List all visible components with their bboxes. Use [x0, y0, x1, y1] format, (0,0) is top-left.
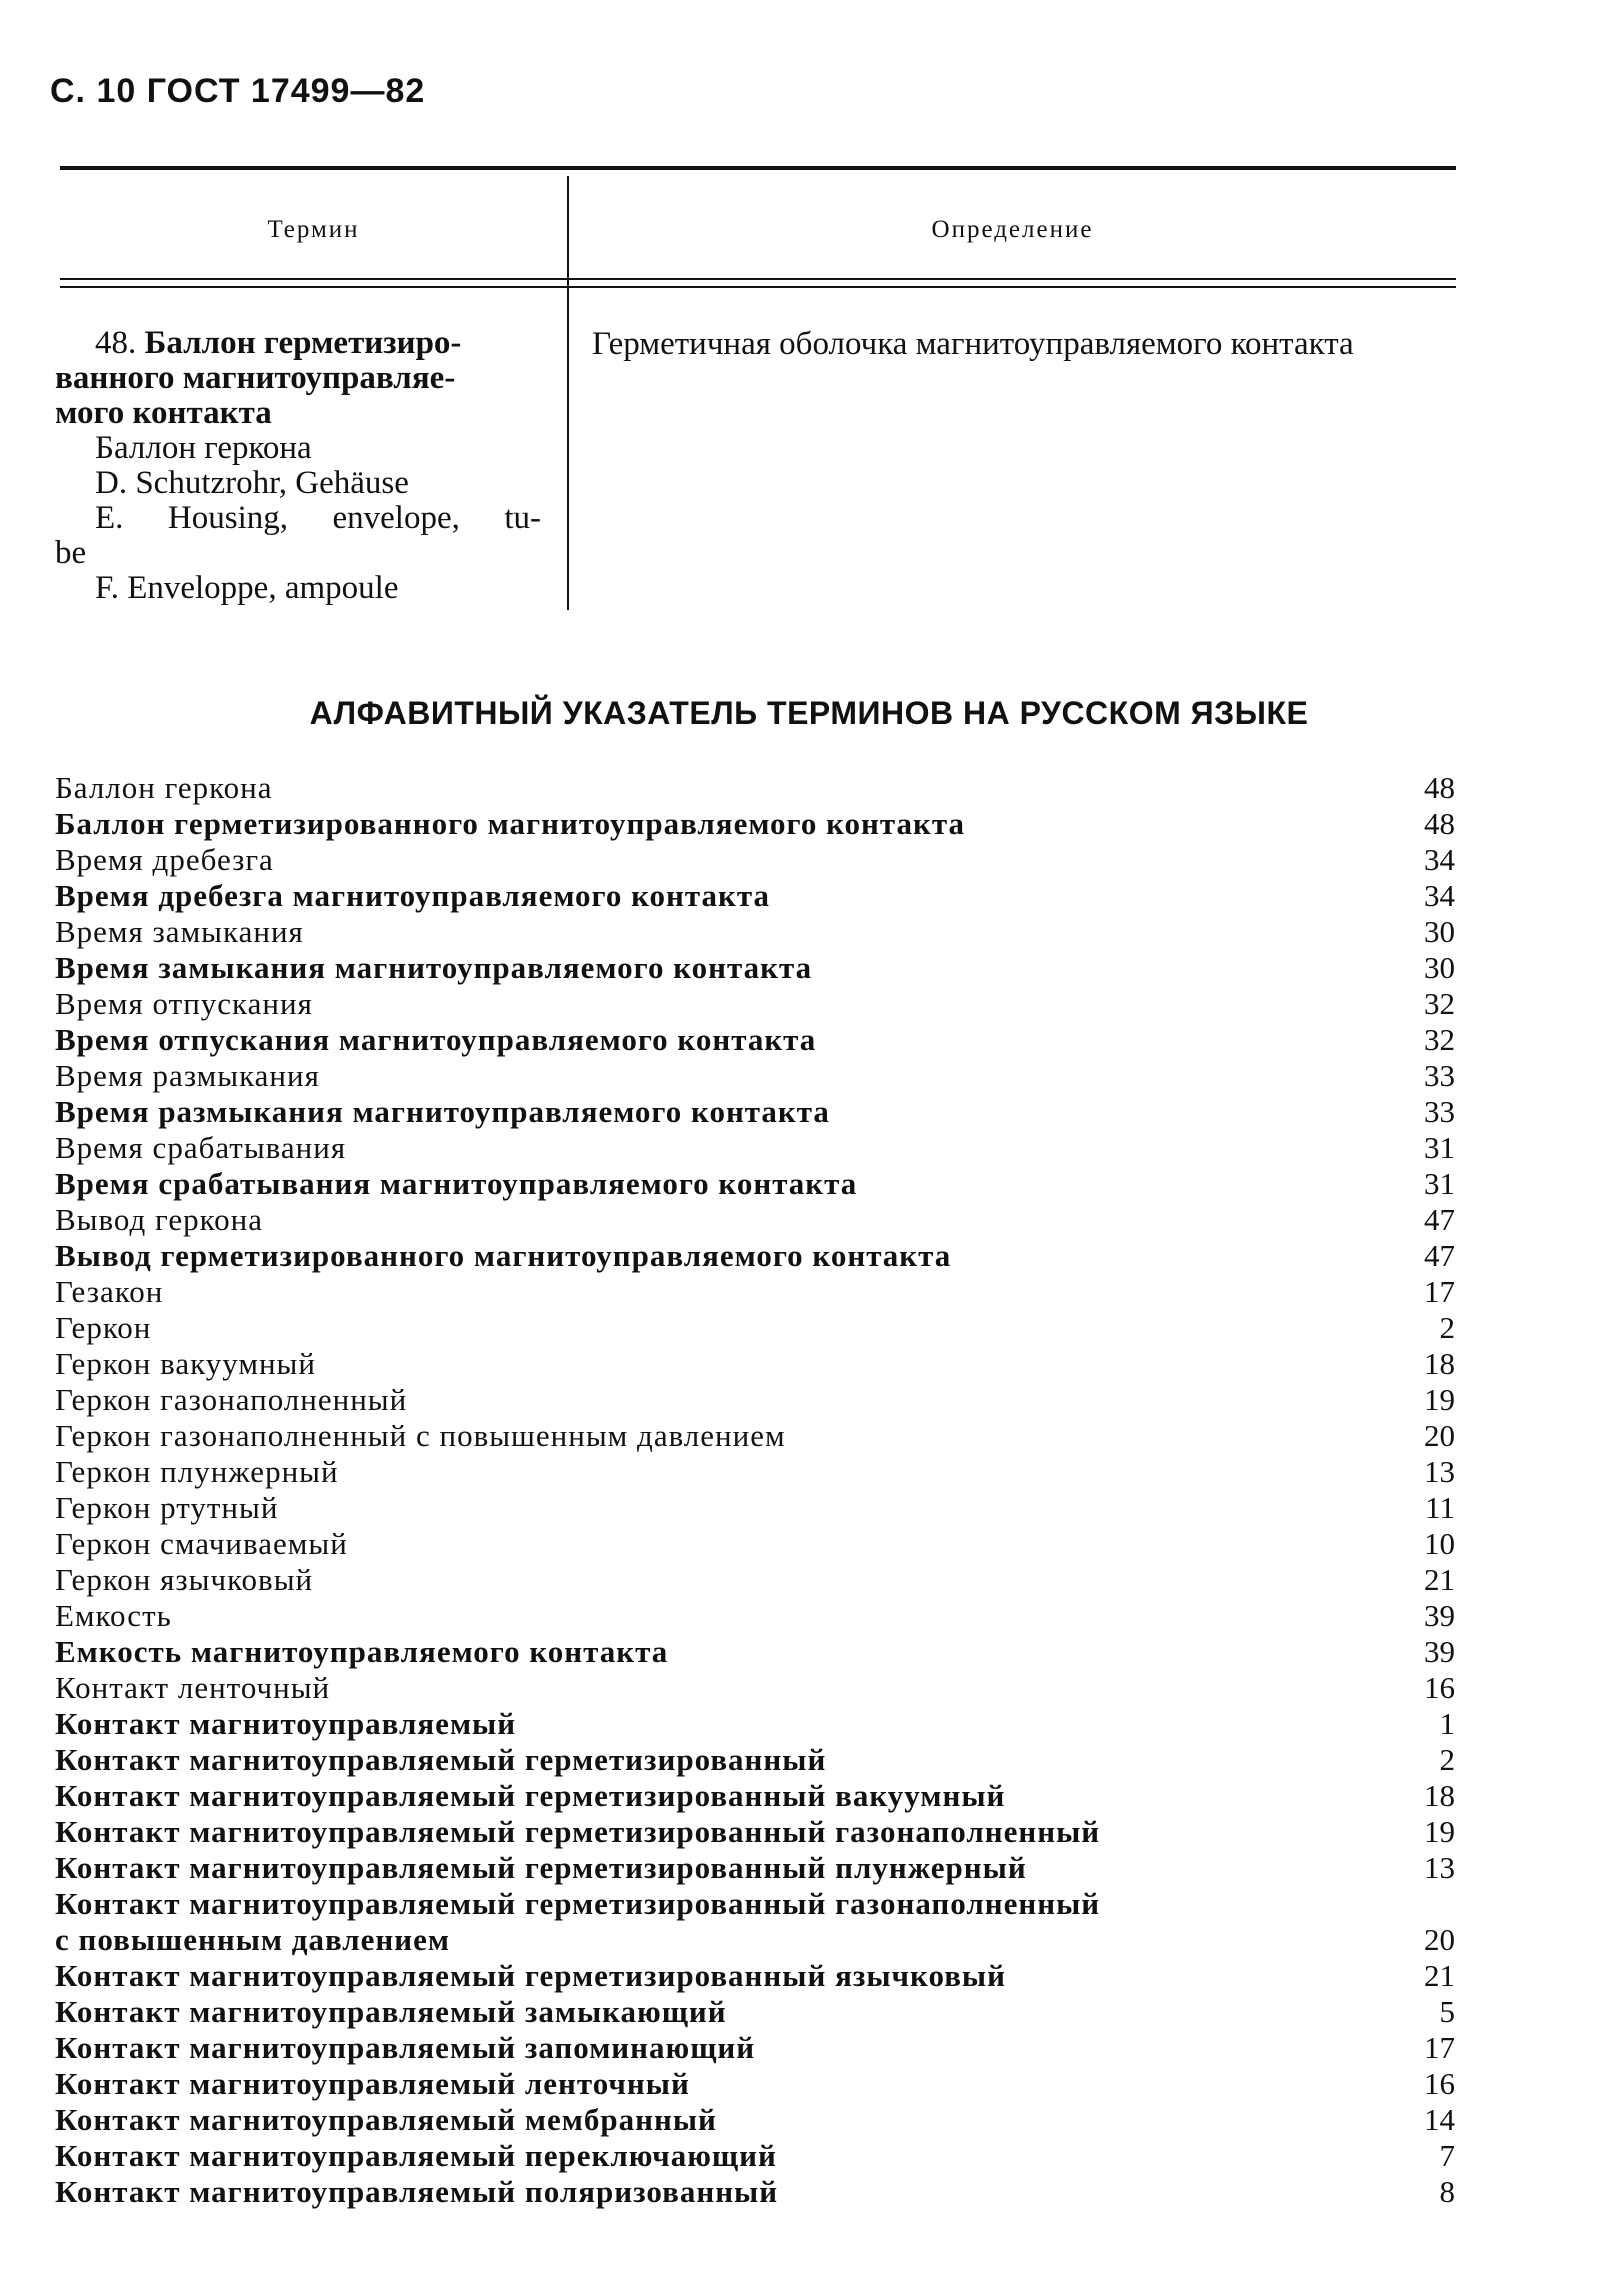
- index-page-number: 7: [1439, 2138, 1455, 2173]
- index-page-number: 17: [1424, 1274, 1455, 1309]
- index-term: Контакт магнитоуправляемый герметизированный газонаполненный с повышенным давлением: [55, 1886, 1101, 1957]
- index-term: Контакт магнитоуправляемый герметизированный вакуумный: [55, 1778, 1006, 1813]
- index-term: Время замыкания: [55, 914, 304, 949]
- index-page-number: 20: [1424, 1418, 1455, 1453]
- index-term: Геркон язычковый: [55, 1562, 314, 1597]
- index-entry: [55, 2030, 1455, 2066]
- index-page-number: 32: [1424, 986, 1455, 1021]
- index-term: Емкость: [55, 1598, 172, 1633]
- index-term: Гезакон: [55, 1274, 164, 1309]
- column-header-definition: Определение: [931, 216, 1094, 243]
- index-term: Контакт магнитоуправляемый герметизированный газонаполненный: [55, 1814, 1101, 1849]
- term-title-line-3: мого контакта: [55, 395, 272, 431]
- index-page-number: 14: [1424, 2102, 1455, 2137]
- index-title: АЛФАВИТНЫЙ УКАЗАТЕЛЬ ТЕРМИНОВ НА РУССКОМ ЯЗЫКЕ: [309, 695, 1309, 731]
- index-term: Время размыкания: [55, 1058, 320, 1093]
- index-term: Контакт магнитоуправляемый замыкающий: [55, 1994, 727, 2029]
- header-rule-upper: [60, 278, 1456, 280]
- index-page-number: 30: [1424, 950, 1455, 985]
- index-entry: [55, 1742, 1455, 1778]
- index-entry: [55, 1994, 1455, 2030]
- index-page-number: 21: [1424, 1562, 1455, 1597]
- index-page-number: 5: [1439, 1994, 1455, 2029]
- index-page-number: 48: [1424, 806, 1455, 841]
- index-page-number: 13: [1424, 1454, 1455, 1489]
- index-entry: [55, 1958, 1455, 1994]
- index-page-number: 16: [1424, 1670, 1455, 1705]
- alphabetical-index: [55, 770, 1455, 2210]
- index-page-number: 2: [1439, 1310, 1455, 1345]
- index-term: Вывод геркона: [55, 1202, 263, 1237]
- index-term: Геркон плунжерный: [55, 1454, 339, 1489]
- index-entry: [55, 986, 1455, 1022]
- index-entry: [55, 1238, 1455, 1274]
- index-page-number: 11: [1425, 1490, 1455, 1525]
- index-term: Контакт магнитоуправляемый поляризованный: [55, 2174, 779, 2209]
- index-term: Контакт магнитоуправляемый герметизированный язычковый: [55, 1958, 1007, 1993]
- index-term: Контакт магнитоуправляемый переключающий: [55, 2138, 777, 2173]
- index-entry: [55, 2066, 1455, 2102]
- index-entry: [55, 1706, 1455, 1742]
- index-term: Контакт магнитоуправляемый герметизированный плунжерный: [55, 1850, 1027, 1885]
- term-definition: Герметичная оболочка магнитоуправляемого контакта: [592, 326, 1354, 362]
- index-page-number: 19: [1424, 1814, 1455, 1849]
- index-page-number: 34: [1424, 842, 1455, 877]
- index-entry: [55, 1778, 1455, 1814]
- index-page-number: 47: [1424, 1238, 1455, 1273]
- index-term: Геркон: [55, 1310, 152, 1345]
- index-term: Время дребезга: [55, 842, 274, 877]
- index-entry: [55, 1058, 1455, 1094]
- index-page-number: 31: [1424, 1166, 1455, 1201]
- index-term: Баллон герметизированного магнитоуправляемого контакта: [55, 806, 965, 841]
- index-term: Время срабатывания: [55, 1130, 347, 1165]
- index-term: Геркон вакуумный: [55, 1346, 316, 1381]
- index-page-number: 33: [1424, 1058, 1455, 1093]
- index-entry: [55, 1814, 1455, 1850]
- index-page-number: 48: [1424, 770, 1455, 805]
- index-page-number: 1: [1439, 1706, 1455, 1741]
- term-synonym: Баллон геркона: [95, 430, 312, 466]
- index-term: Емкость магнитоуправляемого контакта: [55, 1634, 669, 1669]
- table-top-rule: [60, 166, 1456, 170]
- index-entry: [55, 1166, 1455, 1202]
- index-term: Контакт магнитоуправляемый герметизированный: [55, 1742, 827, 1777]
- index-entry: [55, 1526, 1455, 1562]
- index-entry: [55, 1454, 1455, 1490]
- index-page-number: 21: [1424, 1958, 1455, 1993]
- index-term: Контакт магнитоуправляемый ленточный: [55, 2066, 690, 2101]
- index-entry: [55, 1562, 1455, 1598]
- index-term: Контакт магнитоуправляемый запоминающий: [55, 2030, 756, 2065]
- index-page-number: 31: [1424, 1130, 1455, 1165]
- index-entry: [55, 1418, 1455, 1454]
- term-french: F. Enveloppe, ampoule: [95, 570, 399, 606]
- index-entry: [55, 1490, 1455, 1526]
- index-page-number: 47: [1424, 1202, 1455, 1237]
- term-english-line-1: E. Housing, envelope, tu-: [95, 500, 541, 536]
- index-term: Геркон ртутный: [55, 1490, 279, 1525]
- index-entry: [55, 1130, 1455, 1166]
- term-english-line-2: be: [55, 535, 87, 571]
- index-page-number: 16: [1424, 2066, 1455, 2101]
- index-entry: [55, 770, 1455, 806]
- index-page-number: 17: [1424, 2030, 1455, 2065]
- term-title-line-2: ванного магнитоуправляе-: [55, 360, 456, 396]
- index-term: Время отпускания магнитоуправляемого контакта: [55, 1022, 817, 1057]
- index-page-number: 34: [1424, 878, 1455, 913]
- index-entry: [55, 2102, 1455, 2138]
- index-page-number: 13: [1424, 1850, 1455, 1885]
- index-term: Время размыкания магнитоуправляемого контакта: [55, 1094, 830, 1129]
- term-number: 48.: [95, 325, 137, 361]
- index-entry: [55, 1382, 1455, 1418]
- index-page-number: 18: [1424, 1778, 1455, 1813]
- header-rule-lower: [60, 286, 1456, 288]
- index-entry: [55, 1886, 1455, 1958]
- index-term: Время отпускания: [55, 986, 313, 1021]
- index-page-number: 8: [1439, 2174, 1455, 2209]
- index-entry: [55, 1634, 1455, 1670]
- index-term: Время срабатывания магнитоуправляемого контакта: [55, 1166, 858, 1201]
- index-term: Время замыкания магнитоуправляемого контакта: [55, 950, 813, 985]
- index-page-number: 18: [1424, 1346, 1455, 1381]
- index-entry: [55, 1274, 1455, 1310]
- index-entry: [55, 914, 1455, 950]
- index-term: Геркон смачиваемый: [55, 1526, 348, 1561]
- index-entry: [55, 1598, 1455, 1634]
- index-page-number: 2: [1439, 1742, 1455, 1777]
- index-page-number: 32: [1424, 1022, 1455, 1057]
- index-entry: [55, 1346, 1455, 1382]
- index-term: Контакт магнитоуправляемый мембранный: [55, 2102, 717, 2137]
- index-entry: [55, 1022, 1455, 1058]
- term-german: D. Schutzrohr, Gehäuse: [95, 465, 409, 501]
- index-entry: [55, 806, 1455, 842]
- index-entry: [55, 950, 1455, 986]
- index-page-number: 30: [1424, 914, 1455, 949]
- index-entry: [55, 2138, 1455, 2174]
- index-entry: [55, 1850, 1455, 1886]
- index-entry: [55, 842, 1455, 878]
- index-page-number: 19: [1424, 1382, 1455, 1417]
- index-entry: [55, 1310, 1455, 1346]
- index-term: Геркон газонаполненный: [55, 1382, 408, 1417]
- term-title-line-1: [55, 326, 541, 361]
- index-page-number: 10: [1424, 1526, 1455, 1561]
- index-entry: [55, 2174, 1455, 2210]
- index-term: Контакт ленточный: [55, 1670, 331, 1705]
- index-page-number: 39: [1424, 1634, 1455, 1669]
- term-title-part-1: Баллон герметизиро-: [144, 325, 462, 361]
- index-entry: [55, 878, 1455, 914]
- term-entry-48: [55, 326, 541, 606]
- index-term: Баллон геркона: [55, 770, 273, 805]
- index-term: Геркон газонаполненный с повышенным давлением: [55, 1418, 786, 1453]
- index-entry: [55, 1094, 1455, 1130]
- column-header-term: Термин: [267, 216, 360, 243]
- index-term: Контакт магнитоуправляемый: [55, 1706, 517, 1741]
- index-page-number: 39: [1424, 1598, 1455, 1633]
- index-page-number: 20: [1424, 1922, 1455, 1957]
- page-header: С. 10 ГОСТ 17499—82: [50, 72, 426, 110]
- index-entry: [55, 1670, 1455, 1706]
- index-page-number: 33: [1424, 1094, 1455, 1129]
- index-term: Время дребезга магнитоуправляемого контакта: [55, 878, 770, 913]
- index-term: Вывод герметизированного магнитоуправляемого контакта: [55, 1238, 952, 1273]
- index-entry: [55, 1202, 1455, 1238]
